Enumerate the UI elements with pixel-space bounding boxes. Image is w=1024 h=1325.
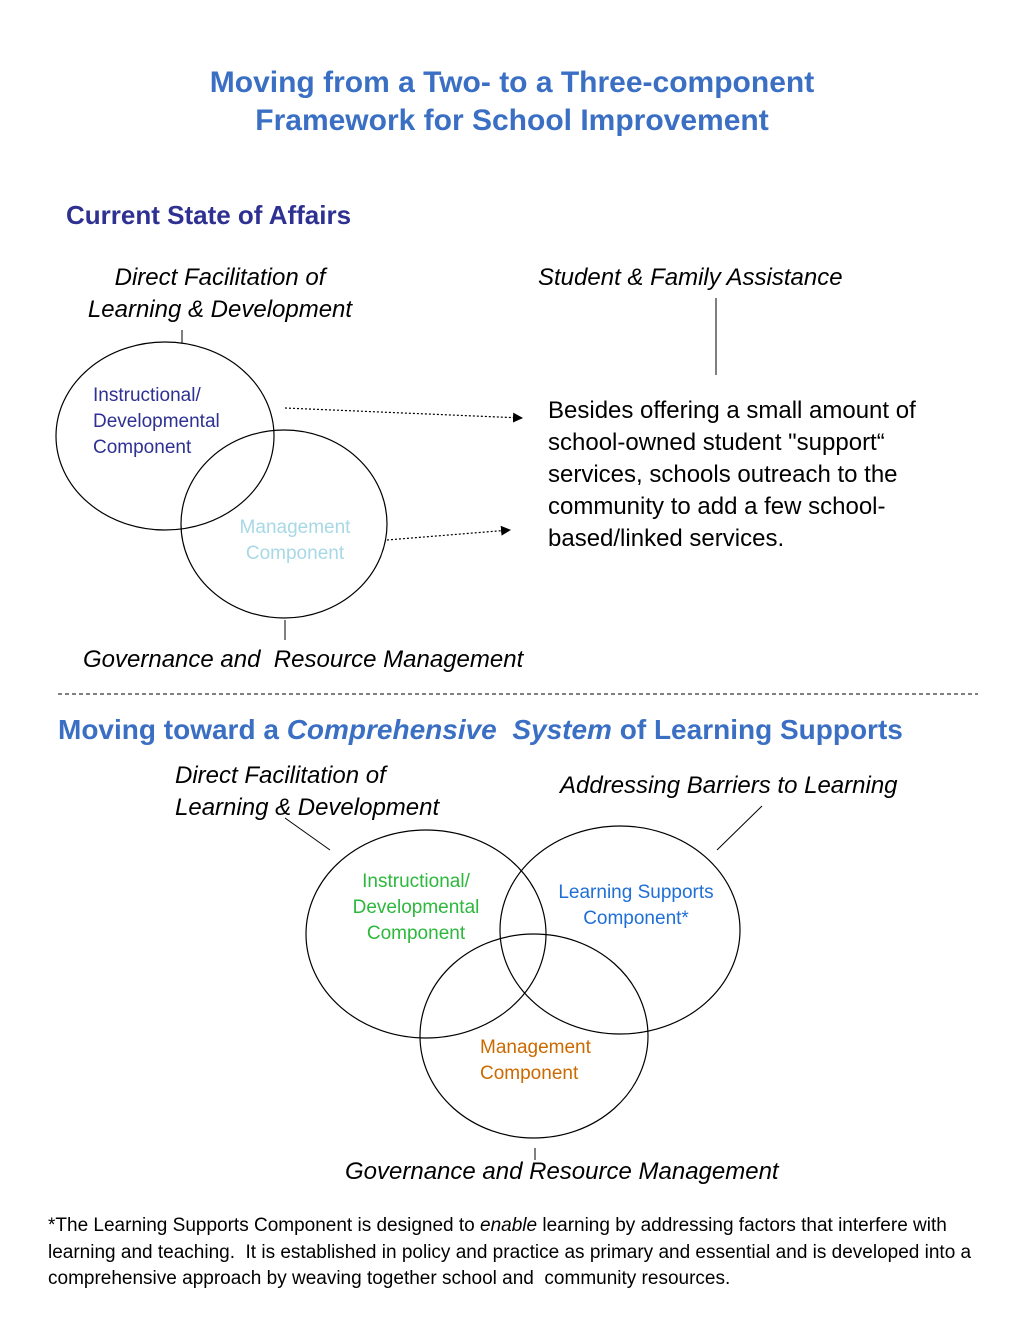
- moving-heading-italic2: System: [512, 714, 612, 745]
- student-family-assistance-label: Student & Family Assistance: [538, 264, 843, 291]
- current-governance-label: Governance and Resource Management: [83, 646, 524, 673]
- footnote-part1: *The Learning Supports Component is designed to: [48, 1215, 480, 1236]
- moving-heading-italic1: Comprehensive: [286, 714, 497, 745]
- moving-direct-line1: Direct Facilitation of: [175, 762, 386, 789]
- footnote: [48, 1213, 1018, 1293]
- moving-governance-label: Governance and Resource Management: [345, 1158, 779, 1185]
- moving-direct-facilitation-label: [175, 760, 439, 824]
- moving-heading-part2: of Learning Supports: [611, 714, 903, 745]
- learning-supports-line1: Learning Supports: [558, 882, 714, 903]
- current-direct-line1: Direct Facilitation of: [114, 264, 326, 291]
- instructional-arrow: [285, 408, 522, 418]
- moving-management-line1: Management: [480, 1037, 591, 1058]
- current-instructional-line1: Instructional/: [93, 385, 201, 406]
- moving-instructional-line2: Developmental: [352, 897, 480, 918]
- current-instructional-line3: Component: [93, 437, 192, 458]
- moving-heading-part1: Moving toward a: [58, 714, 287, 745]
- moving-management-line2: Component: [480, 1063, 579, 1084]
- moving-instructional-line1: Instructional/: [362, 871, 470, 892]
- current-direct-line2: Learning & Development: [87, 296, 353, 323]
- addressing-barriers-label: Addressing Barriers to Learning: [560, 772, 898, 799]
- paragraph-line-1: Besides offering a small amount of: [548, 397, 916, 424]
- footnote-part2: learning by addressing factors that interfere with learning and teaching. It is established in policy and practice as primary and essential and is developed into a comprehensive approach by weaving together school and community resources.: [48, 1215, 977, 1289]
- moving-toward-heading: [58, 714, 903, 746]
- current-instructional-label: [93, 383, 220, 461]
- learning-supports-label: [541, 880, 731, 932]
- moving-instructional-line3: Component: [366, 923, 466, 944]
- paragraph-line-4: community to add a few school-: [548, 493, 886, 520]
- moving-management-label: [480, 1035, 591, 1087]
- moving-direct-line2: Learning & Development: [175, 794, 440, 821]
- moving-instructional-label: [334, 869, 498, 947]
- paragraph-line-2: school-owned student "support“: [548, 429, 885, 456]
- title-line-1: Moving from a Two- to a Three-component: [209, 66, 815, 99]
- current-state-paragraph: [548, 395, 916, 555]
- title-line-2: Framework for School Improvement: [255, 104, 769, 137]
- paragraph-line-3: services, schools outreach to the: [548, 461, 898, 488]
- footnote-italic: enable: [480, 1215, 538, 1236]
- current-instructional-line2: Developmental: [93, 411, 220, 432]
- paragraph-line-5: based/linked services.: [548, 525, 785, 552]
- current-management-line1: Management: [239, 517, 351, 538]
- current-management-label: [224, 515, 366, 567]
- learning-supports-line2: Component*: [583, 908, 689, 929]
- barriers-connector: [717, 806, 762, 850]
- current-management-line2: Component: [245, 543, 345, 564]
- management-arrow: [387, 530, 510, 540]
- current-state-heading: Current State of Affairs: [66, 200, 352, 230]
